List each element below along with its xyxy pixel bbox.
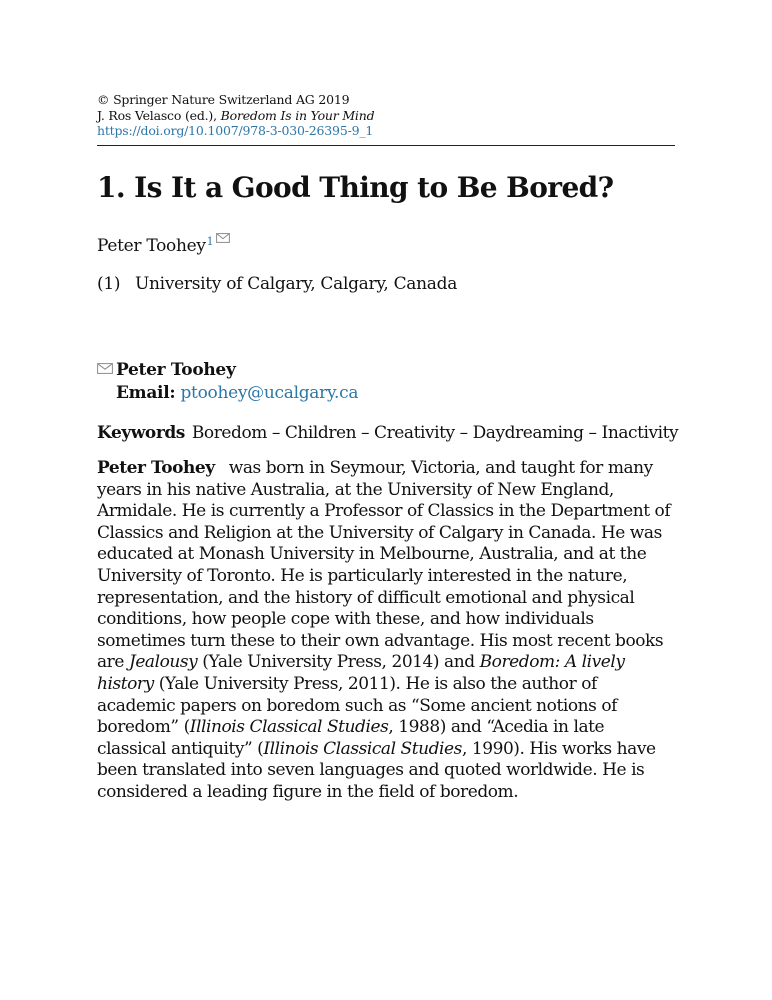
doi-link[interactable]: https://doi.org/10.1007/978-3-030-26395-9_1	[97, 123, 374, 138]
bio-journal-1: Illinois Classical Studies	[189, 717, 389, 738]
bio-text-3: (Yale University Press, 2011). He is also the author of academic papers on boredom such as “Some ancient notions of boredom” (	[97, 673, 617, 738]
author-bio	[97, 458, 675, 804]
publication-header	[97, 92, 675, 139]
keywords-list: Boredom – Children – Creativity – Daydreaming – Inactivity	[191, 423, 679, 443]
bio-book-2: Boredom: A lively history	[97, 652, 625, 694]
bio-journal-2: Illinois Classical Studies	[263, 738, 462, 759]
author-name: Peter Toohey	[97, 236, 206, 256]
envelope-icon	[97, 363, 113, 374]
bio-text-4: , 1988) and “Acedia in late classical antiquity” (	[97, 717, 605, 759]
book-title: Boredom Is in Your Mind	[220, 107, 375, 123]
copyright-line: © Springer Nature Switzerland AG 2019	[97, 92, 350, 107]
contact-email-line	[97, 382, 358, 405]
keywords-label: Keywords	[97, 423, 185, 443]
bio-text-1: was born in Seymour, Victoria, and taught for many years in his native Australia, at the University of New England, Armidale. He is currently a Professor of Classics in the Department of Classics and Religion at the University of Calgary in Canada. He was educated at Monash University in Melbourne, Australia, and at the University of Toronto. He is particularly interested in the nature, representation, and the history of difficult emotional and physical conditions, how people cope with these, and how individuals sometimes turn these to their own advantage. His most recent books are	[97, 458, 671, 673]
bio-book-1: Jealousy	[128, 652, 198, 673]
editor-text: J. Ros Velasco (ed.),	[97, 107, 217, 123]
affiliation-number: (1)	[97, 274, 121, 294]
affiliation-text: University of Calgary, Calgary, Canada	[135, 274, 458, 294]
contact-name: Peter Toohey	[116, 360, 236, 380]
bio-text-5: , 1990). His works have been translated into seven languages and quoted worldwide. He is considered a leading figure in the field of boredom.	[97, 738, 656, 802]
chapter-title: 1. Is It a Good Thing to Be Bored?	[97, 171, 614, 204]
keywords	[97, 422, 687, 445]
contact-block	[97, 359, 358, 405]
bio-text-2: (Yale University Press, 2014) and	[202, 652, 475, 673]
envelope-icon[interactable]	[216, 233, 230, 243]
author-line	[97, 230, 230, 258]
email-link[interactable]: ptoohey@ucalgary.ca	[180, 383, 359, 403]
email-label: Email:	[116, 383, 176, 403]
author-affiliation-ref[interactable]: 1	[206, 235, 214, 248]
editor-line	[97, 108, 675, 124]
affiliation	[97, 272, 457, 296]
contact-name-line	[97, 359, 358, 382]
header-divider	[97, 145, 675, 146]
bio-author-name: Peter Toohey	[97, 458, 215, 478]
